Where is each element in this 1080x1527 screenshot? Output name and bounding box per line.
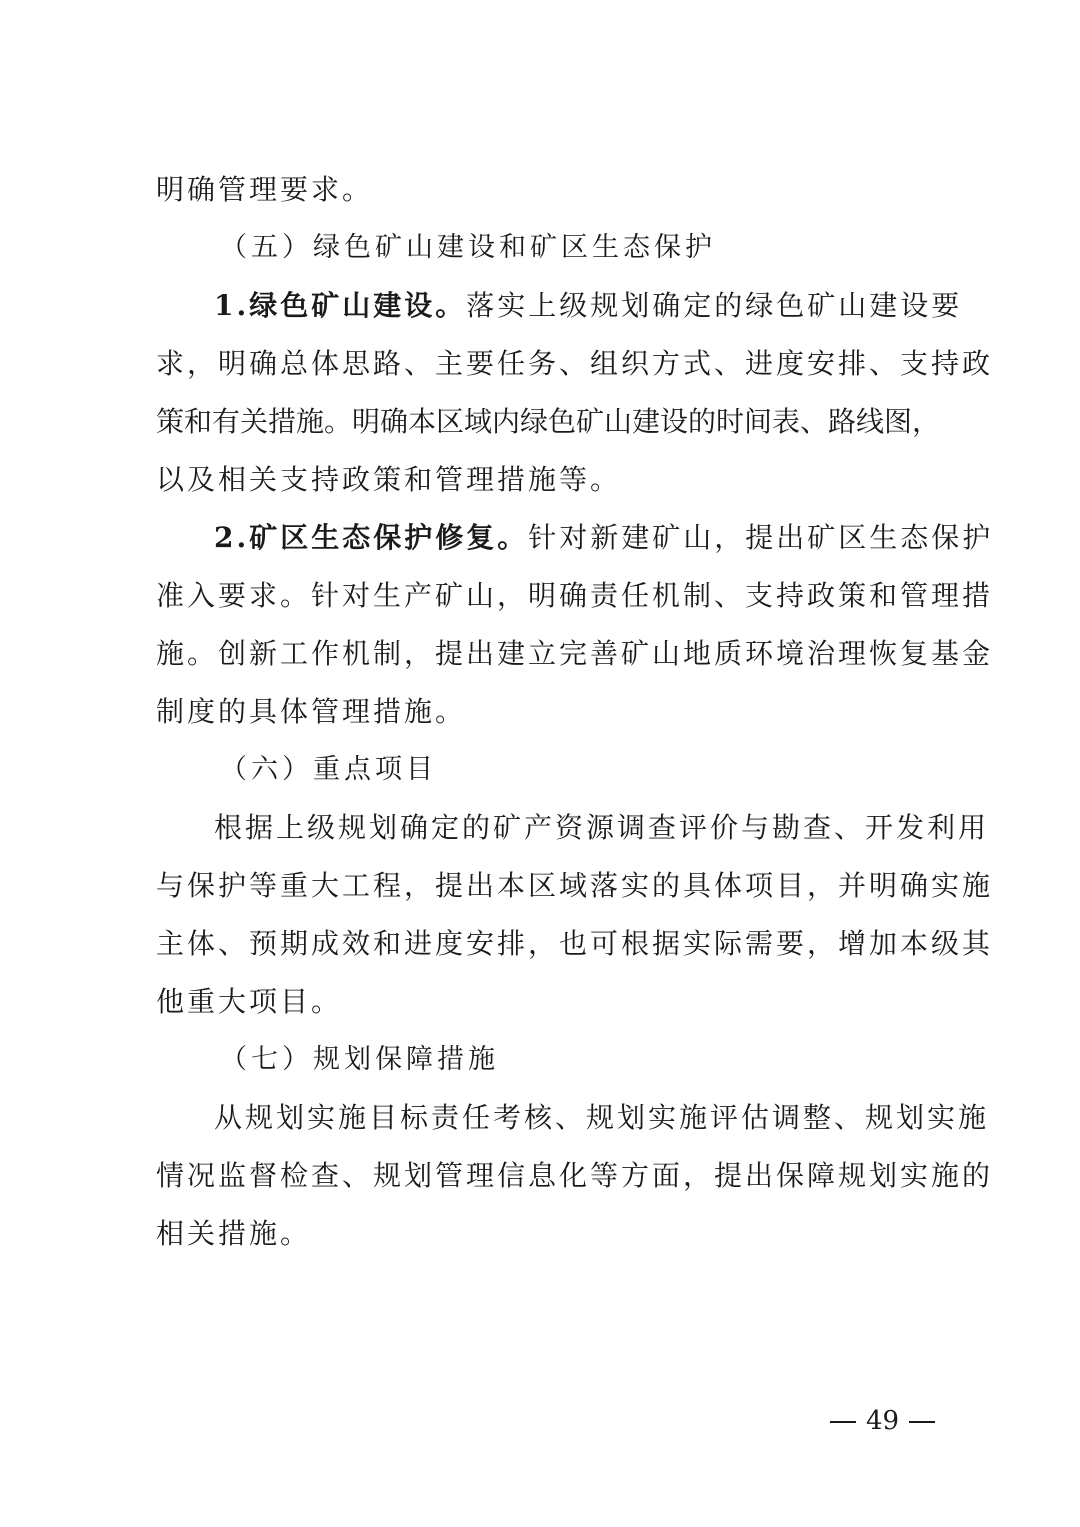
paragraph-line: 根据上级规划确定的矿产资源调查评价与勘查、开发利用 [214, 811, 990, 844]
dash-right [909, 1421, 935, 1423]
item-title-eco-restoration: 2.矿区生态保护修复。 [214, 521, 529, 554]
section-heading-6: （六）重点项目 [220, 754, 437, 785]
body-text [156, 161, 994, 1263]
paragraph-line: 从规划实施目标责任考核、规划实施评估调整、规划实施 [214, 1101, 990, 1134]
paragraph-text: 落实上级规划确定的绿色矿山建设要 [466, 289, 963, 322]
section-heading-5: （五）绿色矿山建设和矿区生态保护 [220, 232, 716, 263]
paragraph-line: 求，明确总体思路、主要任务、组织方式、进度安排、支持政 [156, 347, 994, 380]
paragraph-line: 准入要求。针对生产矿山，明确责任机制、支持政策和管理措 [156, 579, 994, 612]
paragraph-line: 与保护等重大工程，提出本区域落实的具体项目，并明确实施 [156, 869, 994, 902]
page-number-footer [820, 1406, 945, 1436]
paragraph-line: 明确管理要求。 [156, 173, 374, 206]
paragraph-line: 相关措施。 [156, 1217, 312, 1250]
page-number: 49 [866, 1406, 900, 1436]
item-title-green-mine: 1.绿色矿山建设。 [214, 289, 467, 322]
paragraph-text: 针对新建矿山，提出矿区生态保护 [528, 521, 994, 554]
paragraph-line: 他重大项目。 [156, 985, 343, 1018]
paragraph-line [156, 509, 994, 567]
dash-left [830, 1421, 856, 1423]
section-heading-7: （七）规划保障措施 [220, 1044, 499, 1075]
paragraph-line [156, 277, 963, 335]
paragraph-line: 施。创新工作机制，提出建立完善矿山地质环境治理恢复基金 [156, 637, 994, 670]
paragraph-line: 策和有关措施。明确本区域内绿色矿山建设的时间表、路线图， [156, 405, 941, 438]
paragraph-line: 主体、预期成效和进度安排，也可根据实际需要，增加本级其 [156, 927, 994, 960]
paragraph-line: 制度的具体管理措施。 [156, 695, 467, 728]
paragraph-line: 以及相关支持政策和管理措施等。 [156, 463, 622, 496]
paragraph-line: 情况监督检查、规划管理信息化等方面，提出保障规划实施的 [156, 1159, 994, 1192]
